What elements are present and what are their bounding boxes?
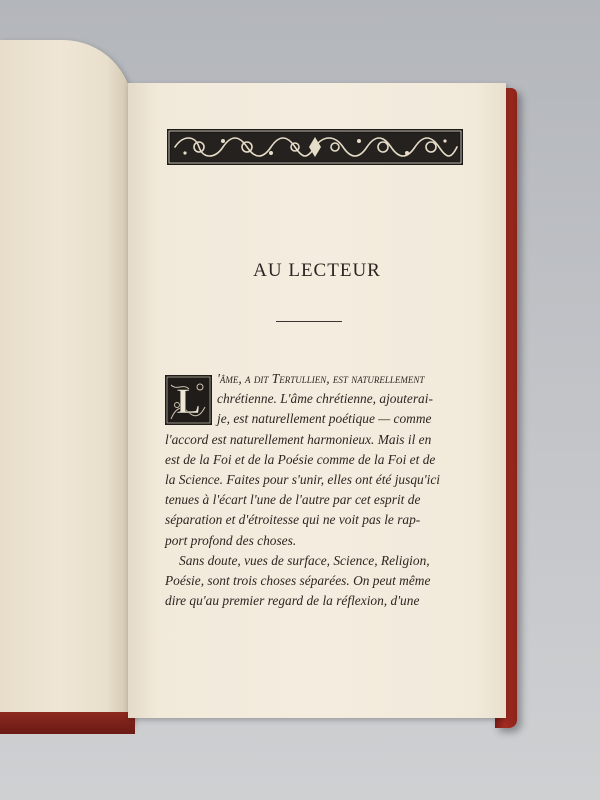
paragraph-1-line-1: 'âme, a dit Tertullien, est naturellement <box>217 371 425 386</box>
paragraph-1-line-3: je, est naturellement poétique — comme <box>217 411 432 427</box>
body-text <box>165 369 468 611</box>
ornamental-header-band <box>167 129 463 165</box>
paragraph-1 <box>165 369 468 389</box>
drop-cap-letter: L <box>176 381 201 421</box>
title-rule <box>276 321 342 322</box>
paragraph-1-line-5: est de la Foi et de la Poésie comme de la Foi et de <box>165 451 436 467</box>
paragraph-1-line-2: chrétienne. L'âme chrétienne, ajouterai- <box>217 391 433 407</box>
paragraph-2-line-1: Sans doute, vues de surface, Science, Religion, <box>179 552 430 568</box>
page-title: AU LECTEUR <box>253 260 381 281</box>
left-cover-edge <box>0 712 135 734</box>
paragraph-2-line-2: Poésie, sont trois choses séparées. On peut même <box>165 572 431 588</box>
paragraph-1-line-4: l'accord est naturellement harmonieux. Mais il en <box>165 431 432 447</box>
left-page <box>0 40 133 725</box>
book-page <box>128 83 506 718</box>
paragraph-1-line-9: port profond des choses. <box>165 532 297 548</box>
paragraph-1-line-6: la Science. Faites pour s'unir, elles ont été jusqu'ici <box>165 471 440 487</box>
paragraph-1-line-7: tenues à l'écart l'une de l'autre par cet esprit de <box>165 492 421 508</box>
paragraph-1-line-8: séparation et d'étroitesse qui ne voit pas le rap- <box>165 512 421 528</box>
paragraph-2-line-3: dire qu'au premier regard de la réflexion, d'une <box>165 593 420 609</box>
